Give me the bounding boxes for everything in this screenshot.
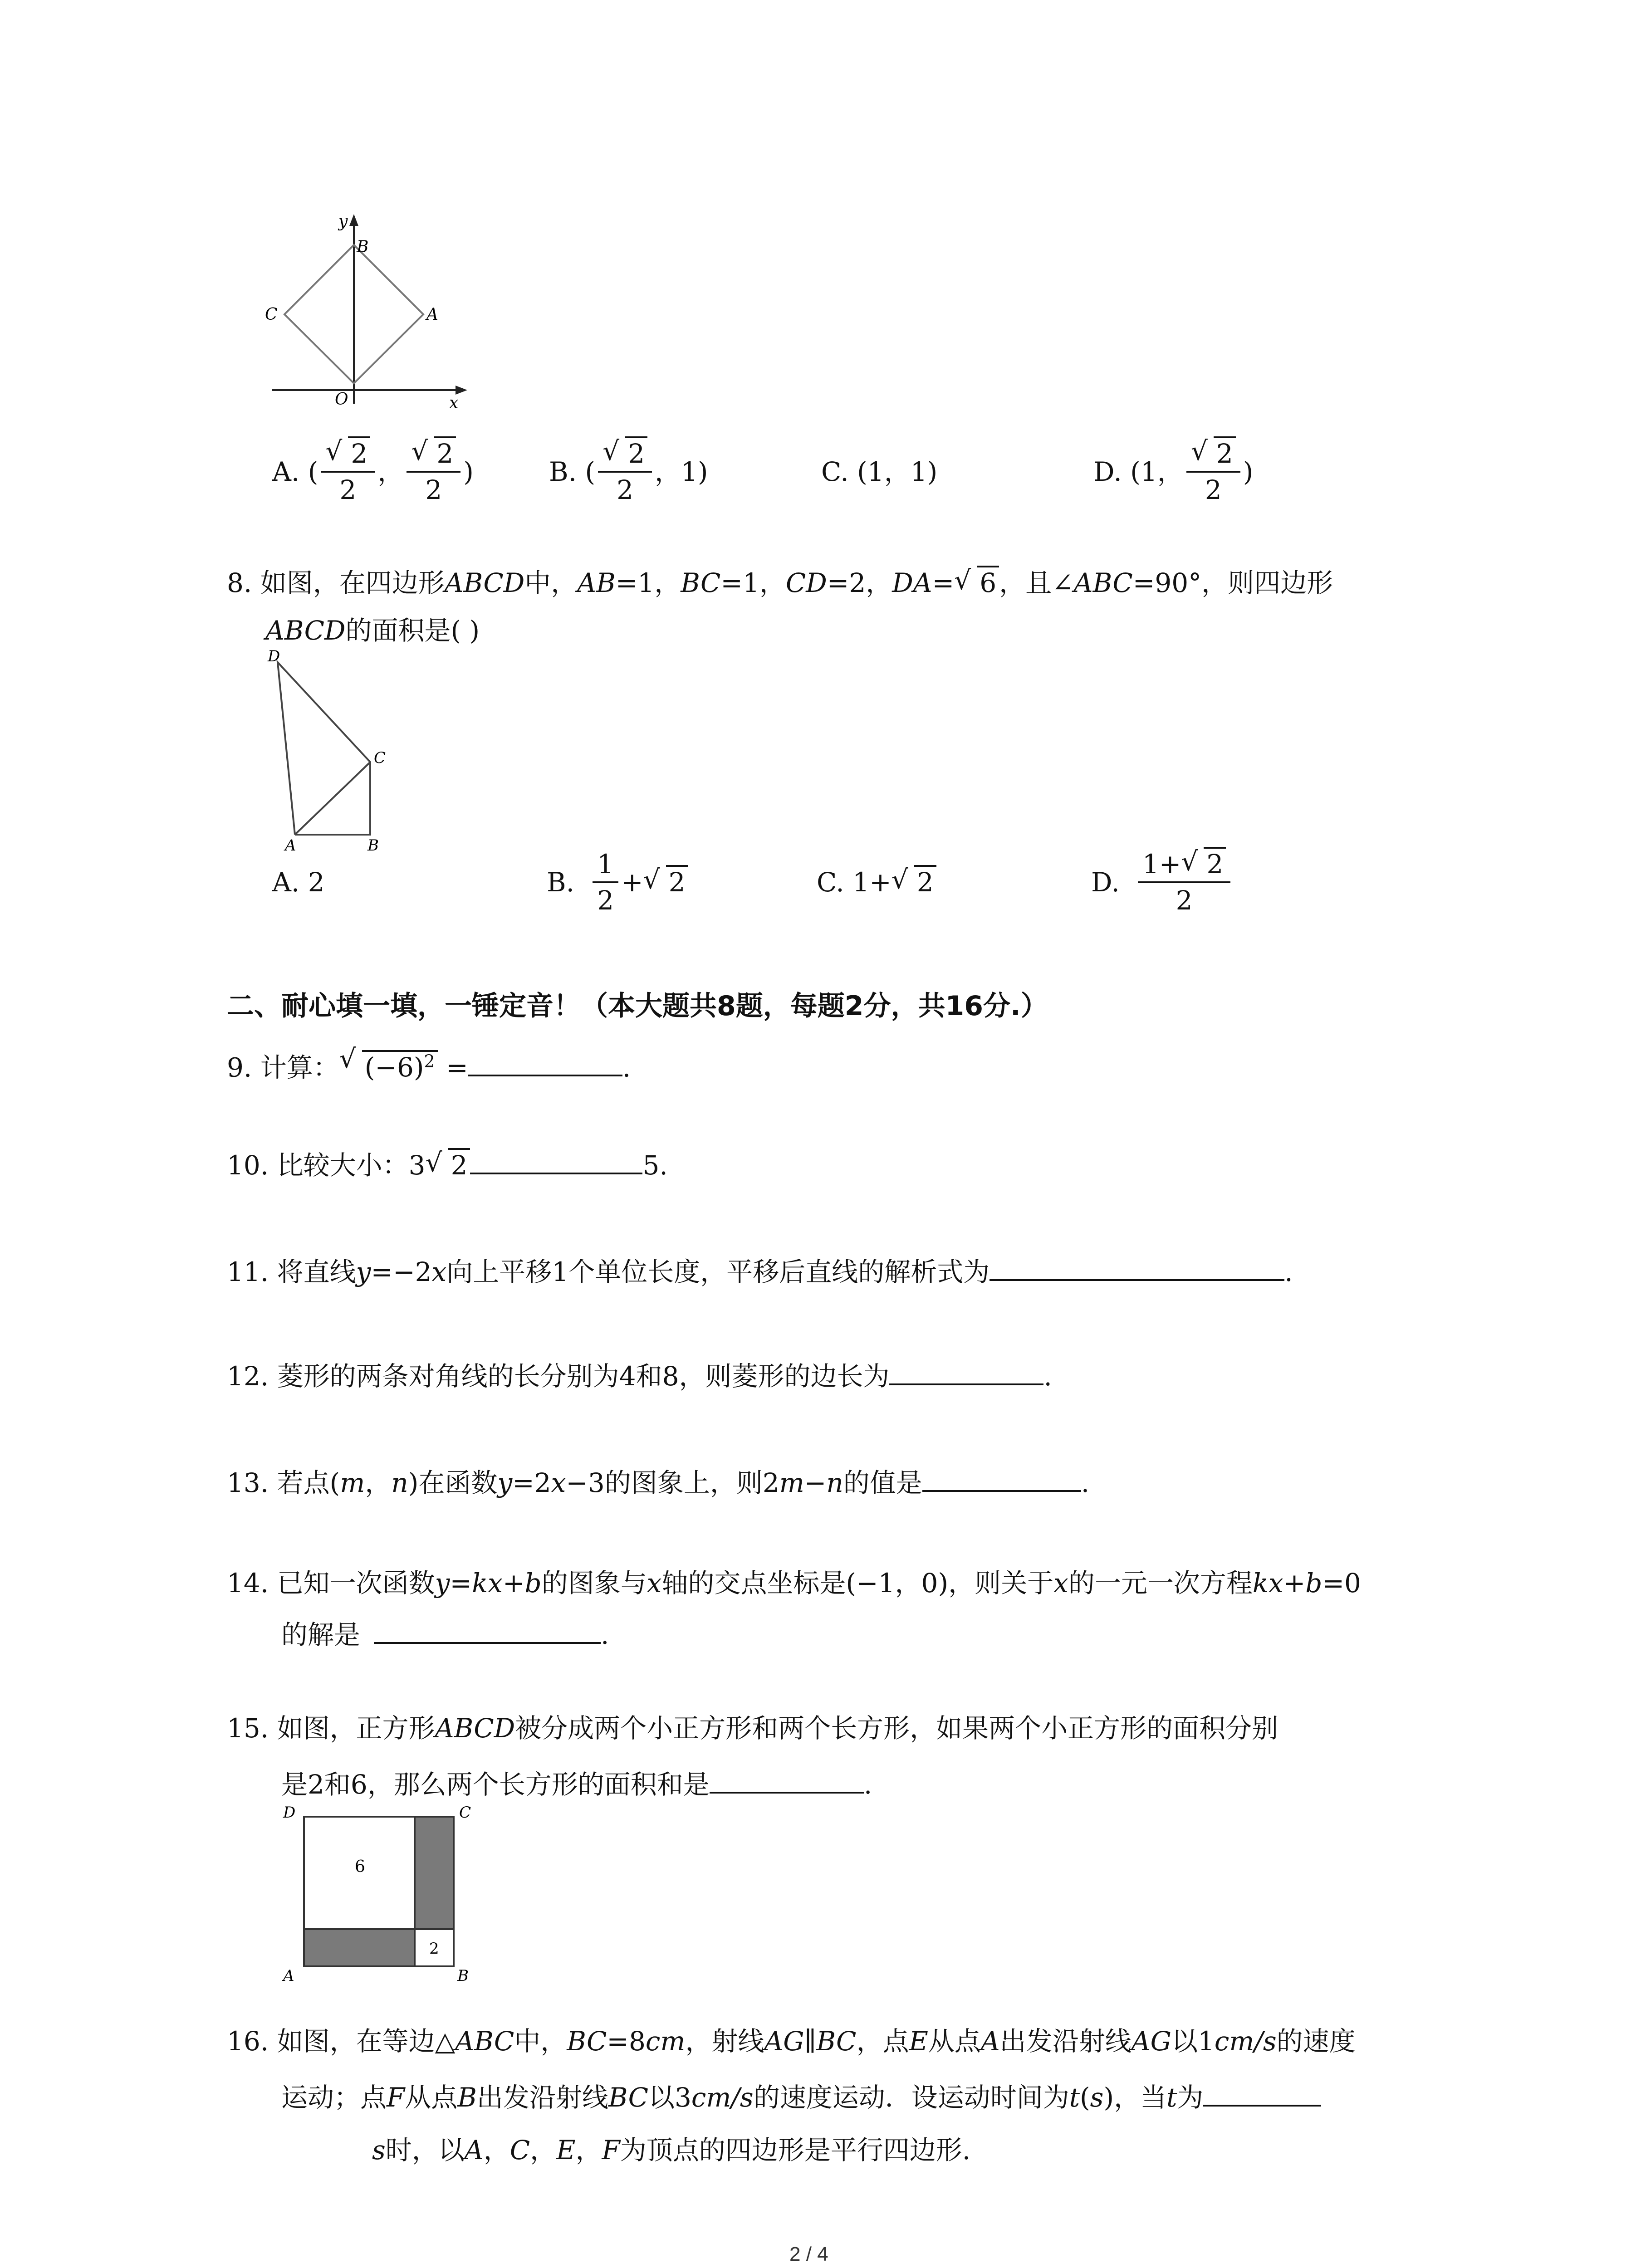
q14-line2: 的解是 . — [281, 1615, 609, 1653]
answer-blank[interactable] — [989, 1252, 1284, 1281]
q8-line1: 8. 如图，在四边形ABCD中，AB=1，BC=1，CD=2，DA= √ 6 ，且∠ABC=90°，则四边形 — [227, 565, 1333, 601]
fraction: 1+ √ 2 2 — [1138, 847, 1230, 918]
q7-option-b: B. ( √ 2 2 ，1) — [549, 426, 708, 517]
answer-blank[interactable] — [470, 1145, 642, 1174]
answer-blank[interactable] — [922, 1463, 1081, 1492]
q7-option-a: A. ( √ 2 2 ， √ 2 2 ) — [272, 426, 474, 517]
label-D: D — [268, 647, 280, 665]
q8-figure — [259, 644, 408, 853]
quad-ABCD — [278, 662, 370, 835]
q8-option-d: D. 1+ √ 2 2 — [1091, 839, 1233, 925]
q15-line2: 是2和6，那么两个长方形的面积和是 . — [281, 1765, 872, 1803]
label-y: y — [338, 212, 348, 231]
label-A: A — [426, 305, 438, 324]
q12: 12. 菱形的两条对角线的长分别为4和8，则菱形的边长为 . — [227, 1356, 1052, 1394]
answer-blank[interactable] — [710, 1765, 864, 1794]
answer-blank[interactable] — [468, 1047, 622, 1076]
q7-option-d: D. (1， √ 2 2 ) — [1093, 426, 1253, 517]
area-2: 2 — [429, 1940, 439, 1958]
label-B: B — [357, 238, 369, 256]
answer-blank[interactable] — [1203, 2077, 1321, 2107]
page-number: 2 / 4 — [789, 2243, 828, 2265]
q7-option-c: C. (1，1) — [821, 456, 938, 487]
sqrt-expression: √ $(-6)^2$ — [339, 1043, 438, 1085]
q8-option-a: A. 2 — [272, 867, 325, 898]
fraction: √ 2 2 — [1186, 436, 1240, 507]
sqrt-2: √ 2 — [643, 864, 688, 900]
sqrt-2: √ 2 — [426, 1147, 470, 1183]
q14-line1: 14. 已知一次函数y=kx+b的图象与x轴的交点坐标是(−1，0)，则关于x的一元一次方程kx+b=0 — [227, 1568, 1361, 1598]
label-A: A — [285, 836, 296, 853]
area-6: 6 — [355, 1857, 365, 1876]
label-O: O — [335, 390, 348, 409]
fraction: √ 2 2 — [321, 436, 375, 507]
fraction: $\frac{1}{2}$ — [593, 847, 618, 918]
fraction: √ 2 2 — [598, 436, 652, 507]
q9: 9. 计算： √ $(-6)^2$ = . — [227, 1043, 631, 1085]
label-C: C — [374, 749, 386, 767]
label-A: A — [283, 1967, 294, 1984]
label-B: B — [367, 836, 379, 853]
answer-blank[interactable] — [374, 1615, 601, 1644]
section-title: 二、耐心填一填，一锤定音！（本大题共8题，每题2分，共16分.） — [227, 990, 1048, 1022]
q11: 11. 将直线y=−2x向上平移1个单位长度，平移后直线的解析式为 . — [227, 1252, 1293, 1290]
q7-figure — [254, 209, 481, 417]
q10: 10. 比较大小：3 √ 2 5. — [227, 1145, 668, 1183]
label-D: D — [283, 1804, 296, 1822]
q16-line3: s时，以A，C，E，F为顶点的四边形是平行四边形. — [372, 2135, 971, 2165]
label-C: C — [459, 1804, 471, 1822]
diagonal-AC — [295, 762, 370, 835]
q16-line2: 运动；点F从点B出发沿射线BC以3cm/s的速度运动．设运动时间为t(s)，当t为 — [281, 2077, 1321, 2116]
q13: 13. 若点(m，n)在函数y=2x−3的图象上，则2m−n的值是 . — [227, 1463, 1089, 1501]
label-x: x — [449, 394, 459, 412]
answer-blank[interactable] — [889, 1356, 1043, 1385]
q15-line1: 15. 如图，正方形ABCD被分成两个小正方形和两个长方形，如果两个小正方形的面积分别 — [227, 1713, 1279, 1744]
sqrt-2: √ 2 — [892, 864, 936, 900]
label-B: B — [457, 1967, 469, 1984]
label-C: C — [265, 305, 278, 324]
sqrt-6: √ 6 — [954, 565, 999, 601]
rectangle-bottom — [304, 1929, 415, 1966]
q8-option-b: B. $\frac{1}{2}$ + √ 2 — [547, 839, 688, 925]
q15-figure — [277, 1803, 485, 1984]
q8-line2: ABCD的面积是( ) — [265, 615, 480, 646]
fraction: √ 2 2 — [407, 436, 460, 507]
rectangle-right — [415, 1817, 454, 1929]
q8-option-c: C. 1+ √ 2 — [817, 864, 936, 900]
q16-line1: 16. 如图，在等边△ABC中，BC=8cm，射线AG∥BC，点E从点A出发沿射线AG以1cm/s的速度 — [227, 2026, 1356, 2057]
